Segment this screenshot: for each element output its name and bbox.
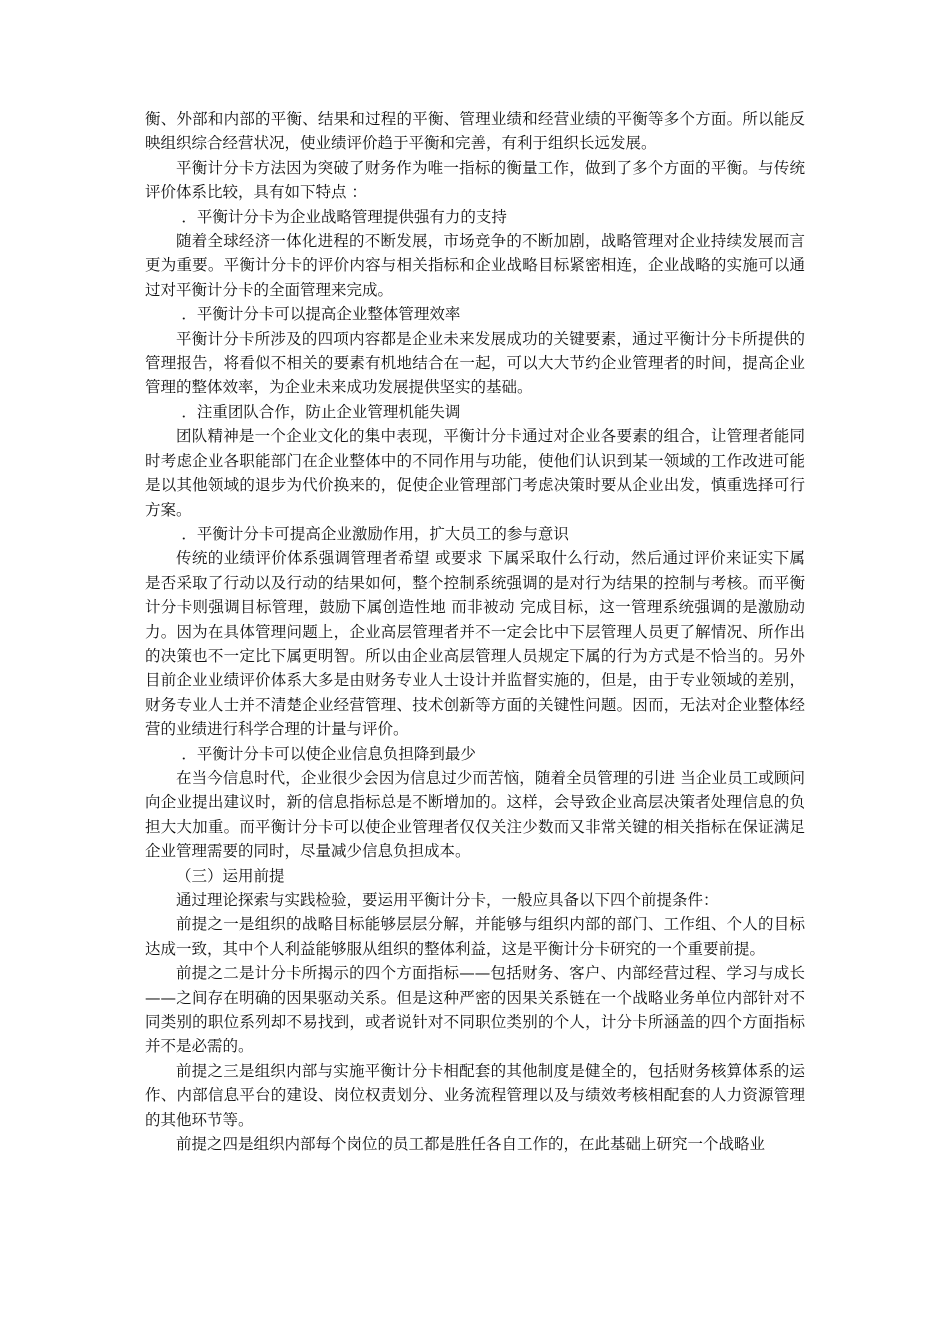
paragraph-premise-two: 前提之二是计分卡所揭示的四个方面指标——包括财务、客户、内部经营过程、学习与成长——之间存在明确的因果驱动关系。但是这种严密的因果关系链在一个战略业务单位内部针对不同类别的职位系列却不易找到，或者说针对不同职位类别的个人，计分卡所涵盖的四个方面指标并不是必需的。 xyxy=(145,964,805,1056)
paragraph-incentive: 传统的业绩评价体系强调管理者希望 或要求 下属采取什么行动，然后通过评价来证实下属是否采取了行动以及行动的结果如何，整个控制系统强调的是对行为结果的控制与考核。而平衡计分卡则强调目标管理，鼓励下属创造性地 而非被动 完成目标，这一管理系统强调的是激励动力。因为在具体管理问题上，企业高层管理者并不一定会比中下层管理人员更了解情况、所作出的决策也不一定比下属更明智。所以由企业高层管理人员规定下属的行为方式是不恰当的。另外 目前企业业绩评价体系大多是由财务专业人士设计并监督实施的，但是，由于专业领域的差别，财务专业人士并不清楚企业经营管理、技术创新等方面的关键性问题。因而，无法对企业整体经营的业绩进行科学合理的计量与评价。 xyxy=(145,549,805,739)
paragraph-continuation: 衡、外部和内部的平衡、结果和过程的平衡、管理业绩和经营业绩的平衡等多个方面。所以能反映组织综合经营状况，使业绩评价趋于平衡和完善，有利于组织长远发展。 xyxy=(145,110,805,153)
paragraph-information: 在当今信息时代，企业很少会因为信息过少而苦恼，随着全员管理的引进 当企业员工或顾问向企业提出建议时，新的信息指标总是不断增加的。这样，会导致企业高层决策者处理信息的负担大大加重。而平衡计分卡可以使企业管理者仅仅关注少数而又非常关键的相关指标在保证满足企业管理需要的同时，尽量减少信息负担成本。 xyxy=(145,768,805,861)
feature-heading-efficiency: ．平衡计分卡可以提高企业整体管理效率 xyxy=(181,305,461,324)
section-heading-premises: （三）运用前提 xyxy=(176,866,285,885)
paragraph-efficiency: 平衡计分卡所涉及的四项内容都是企业未来发展成功的关键要素，通过平衡计分卡所提供的管理报告，将看似不相关的要素有机地结合在一起，可以大大节约企业管理者的时间，提高企业管理的整体效率，为企业未来成功发展提供坚实的基础。 xyxy=(145,329,805,397)
paragraph-premise-three: 前提之三是组织内部与实施平衡计分卡相配套的其他制度是健全的，包括财务核算体系的运作、内部信息平台的建设、岗位权责划分、业务流程管理以及与绩效考核相配套的人力资源管理的其他环节等。 xyxy=(145,1061,805,1129)
document-page xyxy=(145,107,805,1156)
paragraph-premise-four: 前提之四是组织内部每个岗位的员工都是胜任各自工作的，在此基础上研究一个战略业 xyxy=(176,1135,766,1154)
feature-heading-incentive: ．平衡计分卡可提高企业激励作用，扩大员工的参与意识 xyxy=(181,524,569,543)
feature-heading-strategy: ．平衡计分卡为企业战略管理提供强有力的支持 xyxy=(181,207,507,226)
paragraph-premise-one: 前提之一是组织的战略目标能够层层分解，并能够与组织内部的部门、工作组、个人的目标达成一致，其中个人利益能够服从组织的整体利益，这是平衡计分卡研究的一个重要前提。 xyxy=(145,915,805,958)
paragraph-teamwork: 团队精神是一个企业文化的集中表现，平衡计分卡通过对企业各要素的组合，让管理者能同时考虑企业各职能部门在企业整体中的不同作用与功能，使他们认识到某一领域的工作改进可能是以其他领域的退步为代价换来的，促使企业管理部门考虑决策时要从企业出发，慎重选择可行方案。 xyxy=(145,427,805,519)
paragraph-intro-features: 平衡计分卡方法因为突破了财务作为唯一指标的衡量工作，做到了多个方面的平衡。与传统评价体系比较，具有如下特点 ： xyxy=(145,158,805,202)
paragraph-strategy: 随着全球经济一体化进程的不断发展，市场竞争的不断加剧，战略管理对企业持续发展而言更为重要。平衡计分卡的评价内容与相关指标和企业战略目标紧密相连，企业战略的实施可以通过对平衡计分卡的全面管理来完成。 xyxy=(145,232,805,299)
feature-heading-information: ．平衡计分卡可以使企业信息负担降到最少 xyxy=(181,744,476,763)
paragraph-premises-intro: 通过理论探索与实践检验，要运用平衡计分卡，一般应具备以下四个前提条件： xyxy=(176,891,719,909)
feature-heading-teamwork: ．注重团队合作，防止企业管理机能失调 xyxy=(181,402,461,421)
